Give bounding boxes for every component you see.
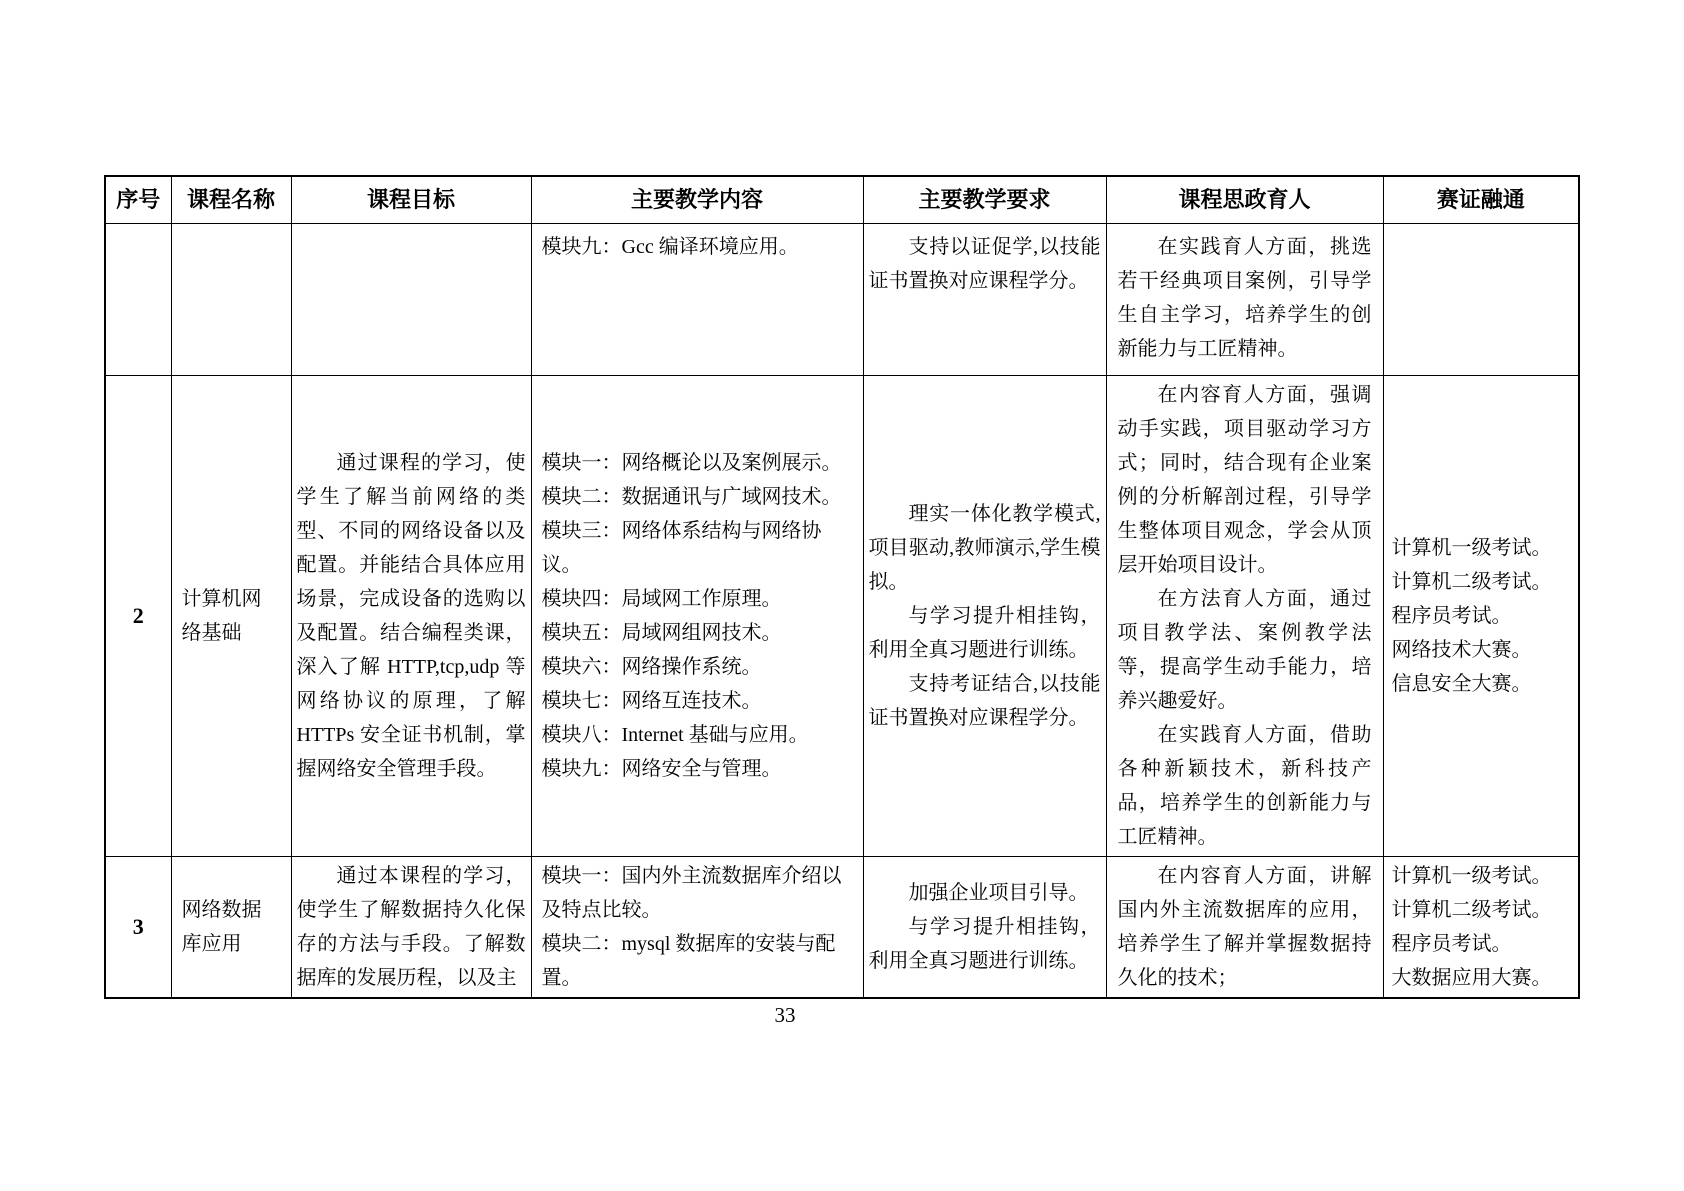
seq-cell [105,223,171,375]
page-number: 33 [774,1003,796,1027]
content-cell [531,375,863,856]
text-line: 计算机一级考试。 [1391,536,1552,559]
content-cell [531,856,863,998]
text-line: 模块三：网络体系结构与网络协议。 [541,519,822,576]
course-syllabus-table [104,175,1580,999]
text-line: 通过本课程的学习，使学生了解数据持久化保存的方法与手段。了解数据库的发展历程，以及主 [296,864,526,989]
table-body [105,223,1579,998]
text-line: 模块四：局域网工作原理。 [541,587,782,610]
objectives-cell [291,856,531,998]
table-row [105,856,1579,998]
requirements-cell [863,375,1106,856]
table-row [105,375,1579,856]
text-line: 大数据应用大赛。 [1391,966,1552,989]
text-line: 网络技术大赛。 [1391,638,1532,661]
content-cell [531,223,863,375]
text-line: 模块二：数据通讯与广域网技术。 [541,485,842,508]
course-name-cell: 网络数据库应用 [171,856,291,998]
requirements-cell [863,223,1106,375]
text-line: 模块八：Internet 基础与应用。 [541,723,809,746]
certs-cell [1383,375,1579,856]
text-line: 与学习提升相挂钩，利用全真习题进行训练。 [868,604,1101,661]
col-header-certs: 赛证融通 [1383,176,1579,223]
text-line: 信息安全大赛。 [1391,672,1532,695]
table-row [105,223,1579,375]
text-line: 与学习提升相挂钩，利用全真习题进行训练。 [868,915,1101,972]
col-header-course-name: 课程名称 [171,176,291,223]
ideology-cell [1106,223,1383,375]
text-line: 加强企业项目引导。 [908,881,1089,904]
text-line: 在内容育人方面，讲解国内外主流数据库的应用，培养学生了解并掌握数据持久化的技术； [1117,864,1372,989]
ideology-cell [1106,856,1383,998]
text-line: 模块一：国内外主流数据库介绍以及特点比较。 [541,864,842,921]
text-line: 通过课程的学习，使学生了解当前网络的类型、不同的网络设备以及配置。并能结合具体应用场景，完成设备的选购以及配置。结合编程类课，深入了解 HTTP,tcp,udp 等网络协议的原理，了解 HTTPs 安全证书机制，掌握网络安全管理手段。 [296,451,526,780]
requirements-cell [863,856,1106,998]
objectives-cell [291,375,531,856]
text-line: 计算机二级考试。 [1391,898,1552,921]
text-line: 支持以证促学,以技能证书置换对应课程学分。 [868,235,1101,292]
text-line: 模块六：网络操作系统。 [541,655,762,678]
text-line: 支持考证结合,以技能证书置换对应课程学分。 [868,672,1101,729]
seq-cell: 2 [105,375,171,856]
objectives-cell [291,223,531,375]
text-line: 在内容育人方面，强调动手实践，项目驱动学习方式；同时，结合现有企业案例的分析解剖过程，引导学生整体项目观念，学会从顶层开始项目设计。 [1117,383,1372,576]
col-header-objectives: 课程目标 [291,176,531,223]
text-line: 理实一体化教学模式,项目驱动,教师演示,学生模拟。 [868,502,1101,593]
text-line: 模块九：Gcc 编译环境应用。 [541,235,799,258]
col-header-requirements: 主要教学要求 [863,176,1106,223]
col-header-seq: 序号 [105,176,171,223]
text-line: 在实践育人方面，挑选若干经典项目案例，引导学生自主学习，培养学生的创新能力与工匠精神。 [1117,235,1372,360]
ideology-cell [1106,375,1383,856]
text-line: 模块一：网络概论以及案例展示。 [541,451,842,474]
text-line: 模块七：网络互连技术。 [541,689,762,712]
text-line: 模块五：局域网组网技术。 [541,621,782,644]
text-line: 程序员考试。 [1391,604,1512,627]
course-name-cell [171,223,291,375]
certs-cell [1383,223,1579,375]
certs-cell [1383,856,1579,998]
text-line: 程序员考试。 [1391,932,1512,955]
col-header-content: 主要教学内容 [531,176,863,223]
text-line: 模块二：mysql 数据库的安装与配置。 [541,932,836,989]
course-name-cell: 计算机网络基础 [171,375,291,856]
text-line: 计算机二级考试。 [1391,570,1552,593]
text-line: 计算机一级考试。 [1391,864,1552,887]
seq-cell: 3 [105,856,171,998]
text-line: 模块九：网络安全与管理。 [541,757,782,780]
col-header-ideology: 课程思政育人 [1106,176,1383,223]
text-line: 在方法育人方面，通过项目教学法、案例教学法等，提高学生动手能力，培养兴趣爱好。 [1117,587,1372,712]
table-header-row [105,176,1579,223]
text-line: 在实践育人方面，借助各种新颖技术，新科技产品，培养学生的创新能力与工匠精神。 [1117,723,1372,848]
